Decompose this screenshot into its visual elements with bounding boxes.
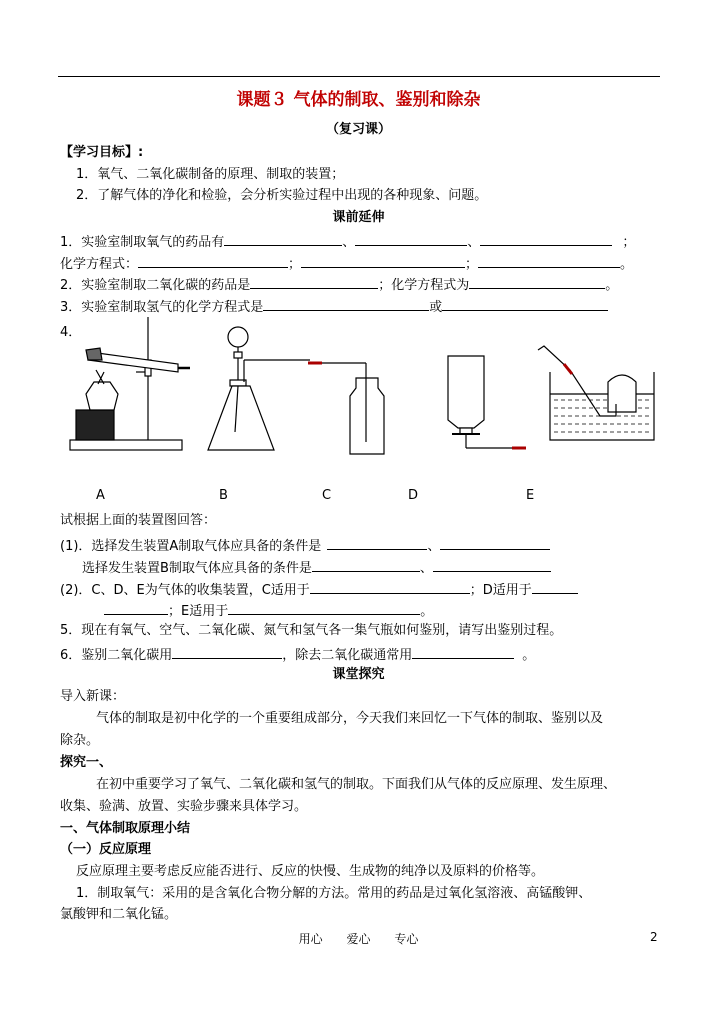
intro-label: 导入新课：: [60, 689, 126, 704]
footer-item: 爱心: [346, 932, 371, 946]
oxygen-text: 1．制取氧气：采用的是含氧化合物分解的方法。常用的药品是过氧化氢溶液、高锰酸钾、: [76, 886, 592, 901]
header-rule: [58, 76, 660, 77]
footer-item: 用心: [298, 932, 323, 946]
answer-blank[interactable]: [224, 231, 342, 246]
apparatus-a-illustration: [70, 317, 190, 450]
intro-text-cont: 除杂。: [60, 733, 100, 748]
footer: [0, 930, 717, 947]
answer-blank[interactable]: [412, 644, 514, 659]
apparatus-c-illustration: [308, 363, 384, 454]
answer-blank[interactable]: [228, 600, 420, 615]
answer-blank[interactable]: [250, 274, 378, 289]
question-4-2: (2)．C、D、E为气体的收集装置，C适用于 ；D适用于: [60, 579, 578, 600]
question-6: 6．鉴别二氧化碳用 ，除去二氧化碳通常用 。: [60, 644, 535, 665]
answer-blank[interactable]: [433, 557, 551, 572]
apparatus-label-d: D: [408, 488, 419, 503]
explore-text: 在初中重要学习了氧气、二氧化碳和氢气的制取。下面我们从气体的反应原理、发生原理、: [96, 777, 617, 792]
answer-blank[interactable]: [104, 600, 168, 615]
question-4-2b: ；E适用于 。: [104, 600, 433, 621]
answer-blank[interactable]: [327, 535, 427, 550]
question-4-1a: (1)．选择发生装置A制取气体应具备的条件是 、: [60, 535, 550, 556]
answer-blank[interactable]: [478, 253, 620, 268]
question-1: 1．实验室制取氧气的药品有 、 、 ；: [60, 231, 635, 252]
goal-item: 1．氧气、二氧化碳制备的原理、制取的装置；: [76, 167, 345, 182]
question-4-intro: 试根据上面的装置图回答：: [60, 513, 217, 528]
answer-blank[interactable]: [355, 231, 467, 246]
answer-blank[interactable]: [440, 535, 550, 550]
question-2: 2．实验室制取二氧化碳的药品是 ；化学方程式为 。: [60, 274, 618, 295]
apparatus-b-illustration: [208, 327, 310, 450]
section-heading: 一、气体制取原理小结: [60, 821, 191, 836]
question-4-number: 4．: [60, 325, 82, 340]
question-3: 3．实验室制取氢气的化学方程式是 或: [60, 296, 608, 317]
answer-blank[interactable]: [301, 253, 465, 268]
principle-text: 反应原理主要考虑反应能否进行、反应的快慢、生成物的纯净以及原料的价格等。: [76, 864, 545, 879]
apparatus-label-e: E: [526, 488, 535, 503]
answer-blank[interactable]: [480, 231, 612, 246]
goal-item: 2．了解气体的净化和检验，会分析实验过程中出现的各种现象、问题。: [76, 188, 488, 203]
answer-blank[interactable]: [442, 296, 608, 311]
answer-blank[interactable]: [263, 296, 429, 311]
answer-blank[interactable]: [310, 579, 470, 594]
apparatus-label-b: B: [219, 488, 228, 503]
footer-item: 专心: [394, 932, 419, 946]
answer-blank[interactable]: [532, 579, 578, 594]
explore-text-cont: 收集、验满、放置、实验步骤来具体学习。: [60, 799, 308, 814]
subsection-heading: （一）反应原理: [60, 842, 152, 857]
apparatus-label-a: A: [96, 488, 105, 503]
answer-blank[interactable]: [469, 274, 605, 289]
oxygen-text-cont: 氯酸钾和二氧化锰。: [60, 907, 178, 922]
apparatus-figure: [60, 312, 660, 480]
apparatus-label-c: C: [322, 488, 332, 503]
answer-blank[interactable]: [312, 557, 420, 572]
subtitle: （复习课）: [325, 122, 391, 137]
question-5: 5．现在有氧气、空气、二氧化碳、氮气和氢气各一集气瓶如何鉴别，请写出鉴别过程。: [60, 623, 563, 638]
question-1-equation: 化学方程式： ； ； 。: [60, 253, 633, 274]
goals-heading: 【学习目标】:: [60, 145, 144, 160]
intro-text: 气体的制取是初中化学的一个重要组成部分，今天我们来回忆一下气体的制取、鉴别以及: [96, 711, 604, 726]
answer-blank[interactable]: [172, 644, 282, 659]
question-4-1b: 选择发生装置B制取气体应具备的条件是 、: [82, 557, 551, 578]
explore-heading: 探究一、: [60, 755, 113, 770]
apparatus-d-illustration: [448, 356, 526, 448]
class-heading: 课堂探究: [332, 667, 385, 682]
page-title: 课题３ 气体的制取、鉴别和除杂: [236, 90, 481, 110]
apparatus-e-illustration: [538, 346, 654, 440]
page-number: 2: [650, 930, 658, 944]
pre-heading: 课前延伸: [332, 210, 385, 225]
answer-blank[interactable]: [138, 253, 288, 268]
